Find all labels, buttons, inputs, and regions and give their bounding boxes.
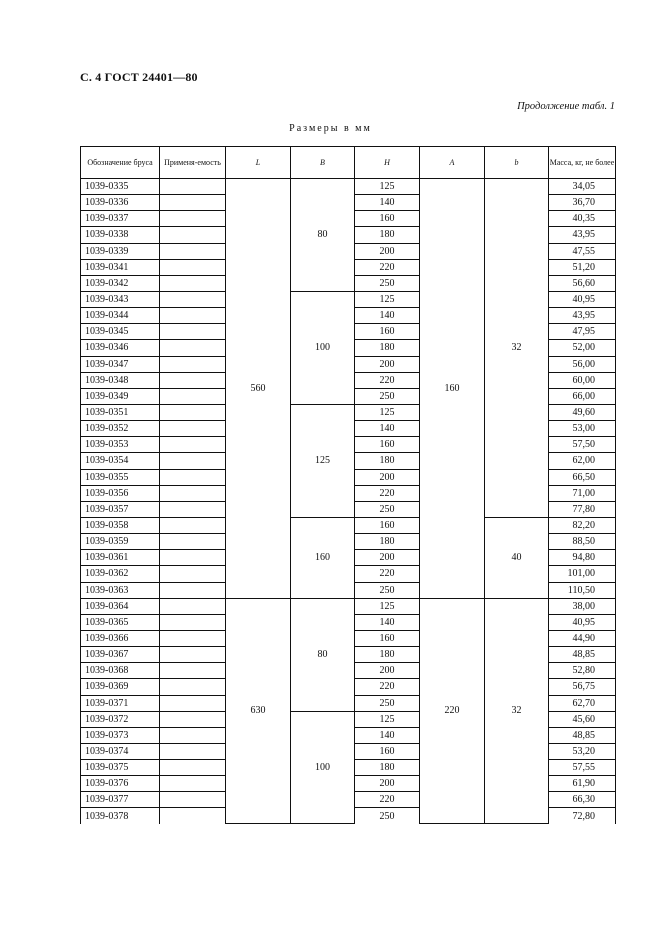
cell-application [160, 582, 226, 598]
cell-code: 1039-0371 [81, 695, 160, 711]
cell-application [160, 727, 226, 743]
cell-application [160, 211, 226, 227]
table-row [81, 517, 616, 533]
cell-H: 160 [355, 743, 420, 759]
cell-mass: 43,95 [549, 308, 616, 324]
cell-H: 140 [355, 614, 420, 630]
cell-application [160, 437, 226, 453]
cell-mass: 52,80 [549, 663, 616, 679]
cell-code: 1039-0337 [81, 211, 160, 227]
cell-code: 1039-0352 [81, 421, 160, 437]
cell-L: 560 [226, 179, 291, 599]
cell-code: 1039-0366 [81, 630, 160, 646]
cell-code: 1039-0353 [81, 437, 160, 453]
cell-application [160, 792, 226, 808]
cell-mass: 36,70 [549, 195, 616, 211]
cell-application [160, 388, 226, 404]
cell-b: 32 [485, 179, 549, 518]
cell-application [160, 227, 226, 243]
cell-mass: 40,95 [549, 614, 616, 630]
cell-application [160, 695, 226, 711]
cell-application [160, 679, 226, 695]
cell-mass: 101,00 [549, 566, 616, 582]
cell-H: 200 [355, 243, 420, 259]
cell-code: 1039-0356 [81, 485, 160, 501]
cell-application [160, 195, 226, 211]
cell-mass: 110,50 [549, 582, 616, 598]
cell-code: 1039-0358 [81, 517, 160, 533]
cell-H: 180 [355, 534, 420, 550]
cell-mass: 77,80 [549, 501, 616, 517]
cell-H: 220 [355, 566, 420, 582]
cell-H: 160 [355, 324, 420, 340]
units-caption: Размеры в мм [289, 123, 372, 134]
table-body [81, 179, 616, 824]
cell-application [160, 453, 226, 469]
cell-H: 220 [355, 372, 420, 388]
cell-A: 220 [420, 598, 485, 823]
cell-H: 140 [355, 195, 420, 211]
cell-code: 1039-0354 [81, 453, 160, 469]
table-row [81, 179, 616, 195]
cell-mass: 56,00 [549, 356, 616, 372]
cell-H: 160 [355, 211, 420, 227]
cell-code: 1039-0339 [81, 243, 160, 259]
cell-mass: 38,00 [549, 598, 616, 614]
cell-H: 200 [355, 776, 420, 792]
cell-B: 80 [291, 179, 355, 292]
cell-mass: 66,00 [549, 388, 616, 404]
cell-mass: 88,50 [549, 534, 616, 550]
cell-application [160, 275, 226, 291]
cell-code: 1039-0362 [81, 566, 160, 582]
cell-application [160, 760, 226, 776]
cell-code: 1039-0378 [81, 808, 160, 824]
cell-H: 140 [355, 727, 420, 743]
header-application: Применя-емость [160, 147, 226, 179]
cell-mass: 57,50 [549, 437, 616, 453]
cell-code: 1039-0355 [81, 469, 160, 485]
cell-H: 200 [355, 663, 420, 679]
cell-code: 1039-0343 [81, 291, 160, 307]
cell-application [160, 517, 226, 533]
cell-mass: 51,20 [549, 259, 616, 275]
cell-code: 1039-0363 [81, 582, 160, 598]
cell-H: 125 [355, 711, 420, 727]
cell-mass: 44,90 [549, 630, 616, 646]
cell-mass: 49,60 [549, 404, 616, 420]
cell-mass: 47,95 [549, 324, 616, 340]
cell-H: 180 [355, 647, 420, 663]
cell-application [160, 743, 226, 759]
cell-application [160, 179, 226, 195]
cell-application [160, 550, 226, 566]
cell-B: 160 [291, 517, 355, 598]
cell-application [160, 566, 226, 582]
cell-mass: 40,95 [549, 291, 616, 307]
cell-application [160, 630, 226, 646]
cell-H: 250 [355, 808, 420, 824]
cell-code: 1039-0338 [81, 227, 160, 243]
cell-mass: 34,05 [549, 179, 616, 195]
cell-application [160, 534, 226, 550]
cell-mass: 43,95 [549, 227, 616, 243]
cell-mass: 66,50 [549, 469, 616, 485]
cell-application [160, 356, 226, 372]
cell-mass: 48,85 [549, 727, 616, 743]
cell-code: 1039-0367 [81, 647, 160, 663]
cell-code: 1039-0341 [81, 259, 160, 275]
cell-code: 1039-0364 [81, 598, 160, 614]
cell-application [160, 485, 226, 501]
cell-H: 180 [355, 760, 420, 776]
cell-application [160, 372, 226, 388]
cell-code: 1039-0345 [81, 324, 160, 340]
cell-code: 1039-0335 [81, 179, 160, 195]
cell-application [160, 469, 226, 485]
cell-H: 200 [355, 550, 420, 566]
cell-mass: 48,85 [549, 647, 616, 663]
cell-mass: 57,55 [549, 760, 616, 776]
cell-mass: 53,00 [549, 421, 616, 437]
cell-code: 1039-0369 [81, 679, 160, 695]
header-code: Обозначение бруса [81, 147, 160, 179]
cell-code: 1039-0373 [81, 727, 160, 743]
cell-application [160, 776, 226, 792]
header-L: L [226, 147, 291, 179]
cell-code: 1039-0361 [81, 550, 160, 566]
cell-mass: 56,75 [549, 679, 616, 695]
cell-mass: 47,55 [549, 243, 616, 259]
cell-application [160, 421, 226, 437]
cell-b: 32 [485, 598, 549, 823]
cell-H: 140 [355, 308, 420, 324]
cell-mass: 62,00 [549, 453, 616, 469]
header-B: B [291, 147, 355, 179]
table-header-row [81, 147, 616, 179]
cell-H: 125 [355, 598, 420, 614]
cell-mass: 66,30 [549, 792, 616, 808]
cell-A: 160 [420, 179, 485, 599]
header-mass: Масса, кг, не более [549, 147, 616, 179]
cell-application [160, 324, 226, 340]
cell-code: 1039-0365 [81, 614, 160, 630]
cell-H: 160 [355, 630, 420, 646]
cell-H: 250 [355, 501, 420, 517]
cell-mass: 94,80 [549, 550, 616, 566]
table-continuation-note: Продолжение табл. 1 [517, 101, 615, 112]
table-row [81, 598, 616, 614]
cell-application [160, 291, 226, 307]
dimensions-table [80, 146, 616, 824]
header-b: b [485, 147, 549, 179]
cell-application [160, 259, 226, 275]
cell-L: 630 [226, 598, 291, 823]
cell-code: 1039-0347 [81, 356, 160, 372]
cell-H: 125 [355, 404, 420, 420]
cell-mass: 45,60 [549, 711, 616, 727]
cell-code: 1039-0368 [81, 663, 160, 679]
cell-B: 100 [291, 291, 355, 404]
cell-code: 1039-0376 [81, 776, 160, 792]
cell-code: 1039-0346 [81, 340, 160, 356]
cell-B: 125 [291, 404, 355, 517]
cell-code: 1039-0342 [81, 275, 160, 291]
cell-b: 40 [485, 517, 549, 598]
cell-code: 1039-0348 [81, 372, 160, 388]
cell-H: 220 [355, 792, 420, 808]
cell-application [160, 663, 226, 679]
cell-H: 200 [355, 469, 420, 485]
cell-code: 1039-0374 [81, 743, 160, 759]
cell-code: 1039-0357 [81, 501, 160, 517]
page-header: С. 4 ГОСТ 24401—80 [80, 70, 198, 84]
cell-H: 220 [355, 679, 420, 695]
cell-application [160, 404, 226, 420]
cell-application [160, 711, 226, 727]
cell-H: 180 [355, 453, 420, 469]
cell-application [160, 808, 226, 824]
cell-code: 1039-0377 [81, 792, 160, 808]
cell-code: 1039-0344 [81, 308, 160, 324]
cell-code: 1039-0359 [81, 534, 160, 550]
cell-mass: 62,70 [549, 695, 616, 711]
cell-H: 250 [355, 388, 420, 404]
cell-mass: 61,90 [549, 776, 616, 792]
cell-H: 220 [355, 259, 420, 275]
cell-H: 250 [355, 582, 420, 598]
cell-application [160, 614, 226, 630]
cell-B: 100 [291, 711, 355, 823]
cell-application [160, 243, 226, 259]
cell-mass: 82,20 [549, 517, 616, 533]
cell-application [160, 340, 226, 356]
cell-H: 250 [355, 695, 420, 711]
cell-H: 200 [355, 356, 420, 372]
cell-mass: 60,00 [549, 372, 616, 388]
cell-H: 125 [355, 179, 420, 195]
cell-H: 180 [355, 340, 420, 356]
cell-H: 180 [355, 227, 420, 243]
cell-code: 1039-0372 [81, 711, 160, 727]
cell-mass: 52,00 [549, 340, 616, 356]
cell-H: 160 [355, 517, 420, 533]
cell-code: 1039-0336 [81, 195, 160, 211]
cell-mass: 56,60 [549, 275, 616, 291]
cell-application [160, 501, 226, 517]
header-H: H [355, 147, 420, 179]
cell-application [160, 647, 226, 663]
cell-B: 80 [291, 598, 355, 711]
cell-code: 1039-0351 [81, 404, 160, 420]
cell-H: 125 [355, 291, 420, 307]
cell-code: 1039-0349 [81, 388, 160, 404]
cell-H: 250 [355, 275, 420, 291]
header-A: A [420, 147, 485, 179]
cell-application [160, 598, 226, 614]
cell-mass: 71,00 [549, 485, 616, 501]
cell-mass: 53,20 [549, 743, 616, 759]
cell-mass: 72,80 [549, 808, 616, 824]
cell-code: 1039-0375 [81, 760, 160, 776]
cell-H: 220 [355, 485, 420, 501]
cell-application [160, 308, 226, 324]
cell-H: 160 [355, 437, 420, 453]
cell-mass: 40,35 [549, 211, 616, 227]
cell-H: 140 [355, 421, 420, 437]
